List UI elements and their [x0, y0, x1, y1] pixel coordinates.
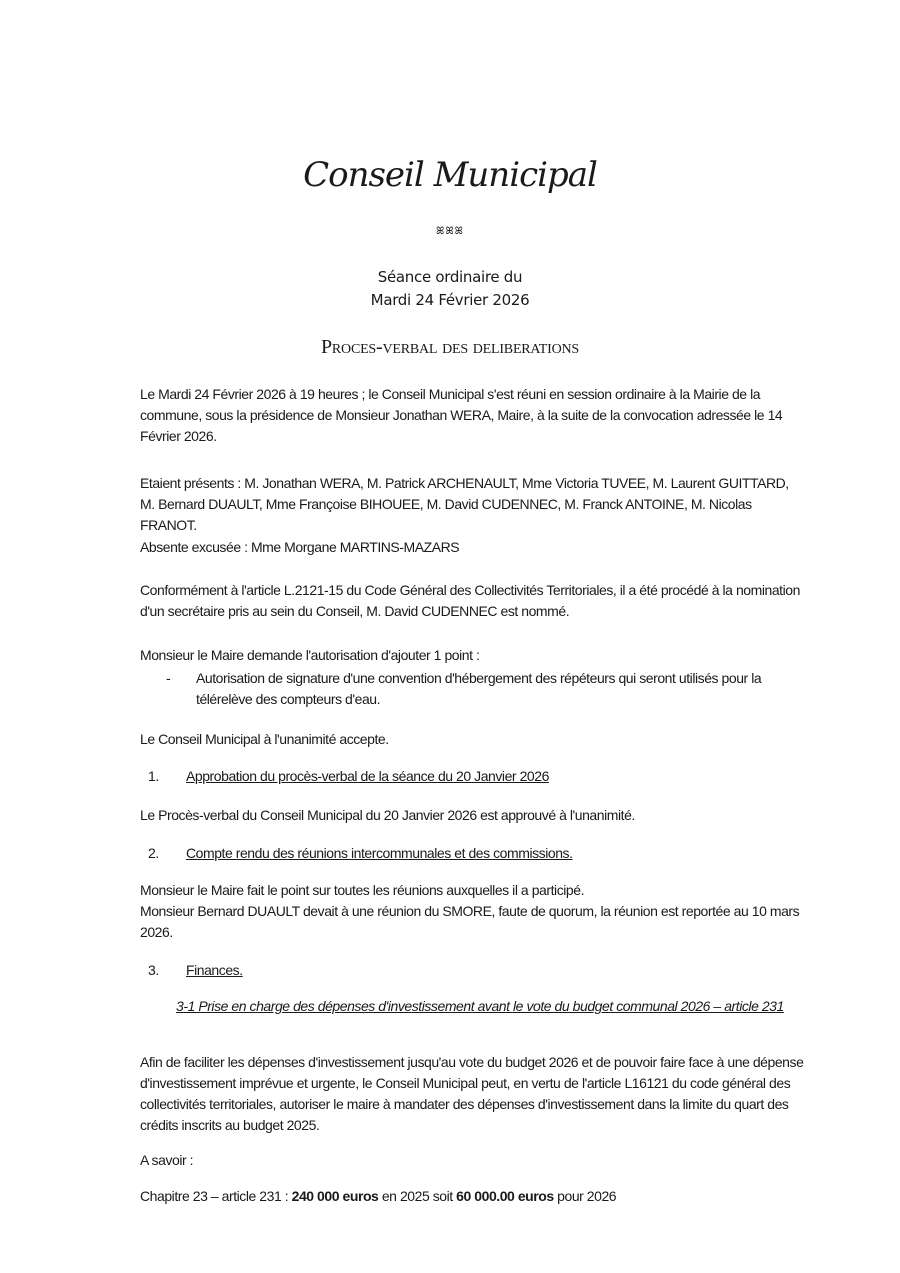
section-3-heading	[140, 960, 805, 981]
accept-paragraph: Le Conseil Municipal à l'unanimité accepte.	[140, 731, 389, 747]
chapter-line	[140, 1186, 805, 1207]
subsection-3-1-heading	[152, 996, 792, 1017]
added-point-item	[140, 668, 806, 710]
section-1-text: Le Procès-verbal du Conseil Municipal du 20 Janvier 2026 est approuvé à l'unanimité.	[140, 807, 635, 823]
section-1-heading	[140, 766, 805, 787]
amount-2026: 60 000.00 euros	[456, 1188, 554, 1204]
session-info	[0, 266, 900, 312]
ornament: ꕤꕤꕤ	[436, 226, 464, 237]
session-line-1: Séance ordinaire du	[377, 268, 523, 286]
intro-paragraph: Le Mardi 24 Février 2026 à 19 heures ; le Conseil Municipal s'est réuni en session ordinaire à la Mairie de la commune, sous la présidence de Monsieur Jonathan WERA, Maire, à la suite de la convocation adressée le 14 Février 2026.	[140, 386, 783, 444]
minutes-heading: Proces-verbal des deliberations	[320, 336, 580, 358]
add-point-paragraph: Monsieur le Maire demande l'autorisation d'ajouter 1 point :	[140, 647, 480, 663]
amount-2025: 240 000 euros	[291, 1188, 379, 1204]
absent-paragraph: Absente excusée : Mme Morgane MARTINS-MAZARS	[140, 539, 460, 555]
section-2-text	[140, 880, 805, 943]
chapter-suffix: pour 2026	[553, 1188, 617, 1204]
chapter-prefix: Chapitre 23 – article 231 :	[140, 1188, 292, 1204]
a-savoir-label: A savoir :	[140, 1152, 194, 1168]
secretary-paragraph: Conformément à l'article L.2121-15 du Code Général des Collectivités Territoriales, il a été procédé à la nomination d'un secrétaire pris au sein du Conseil, M. David CUDENNEC est nommé.	[140, 582, 800, 619]
section-title: Finances.	[186, 962, 243, 978]
section-number: 3.	[148, 962, 159, 978]
section-2-line-1: Monsieur le Maire fait le point sur toutes les réunions auxquelles il a participé.	[140, 882, 585, 898]
subsection-title: 3-1 Prise en charge des dépenses d'investissement avant le vote du budget communal 2026 – article 231	[176, 998, 784, 1014]
document-title: Conseil Municipal	[303, 155, 597, 195]
attendees-paragraph: Etaient présents : M. Jonathan WERA, M. Patrick ARCHENAULT, Mme Victoria TUVEE, M. Laurent GUITTARD, M. Bernard DUAULT, Mme Françoise BIHOUEE, M. David CUDENNEC, M. Franck ANTOINE, M. Nicolas FRANOT.	[140, 475, 789, 533]
section-title: Compte rendu des réunions intercommunales et des commissions.	[186, 845, 573, 861]
bullet-dash: -	[166, 670, 171, 686]
section-2-heading	[140, 843, 805, 864]
session-date: Mardi 24 Février 2026	[370, 291, 530, 309]
subsection-3-1-text: Afin de faciliter les dépenses d'investissement jusqu'au vote du budget 2026 et de pouvoir faire face à une dépense d'investissement imprévue et urgente, le Conseil Municipal peut, en vertu de l'article L16121 du code général des collectivités territoriales, autoriser le maire à mandater des dépenses d'investissement dans la limite du quart des crédits inscrits au budget 2025.	[140, 1054, 804, 1133]
added-point-text: Autorisation de signature d'une convention d'hébergement des répéteurs qui seront utilisés pour la télérelève des compteurs d'eau.	[196, 670, 762, 707]
section-title: Approbation du procès-verbal de la séance du 20 Janvier 2026	[186, 768, 549, 784]
section-2-line-2: Monsieur Bernard DUAULT devait à une réunion du SMORE, faute de quorum, la réunion est reportée au 10 mars 2026.	[140, 903, 800, 940]
section-number: 1.	[148, 768, 159, 784]
section-number: 2.	[148, 845, 159, 861]
chapter-mid: en 2025 soit	[378, 1188, 457, 1204]
